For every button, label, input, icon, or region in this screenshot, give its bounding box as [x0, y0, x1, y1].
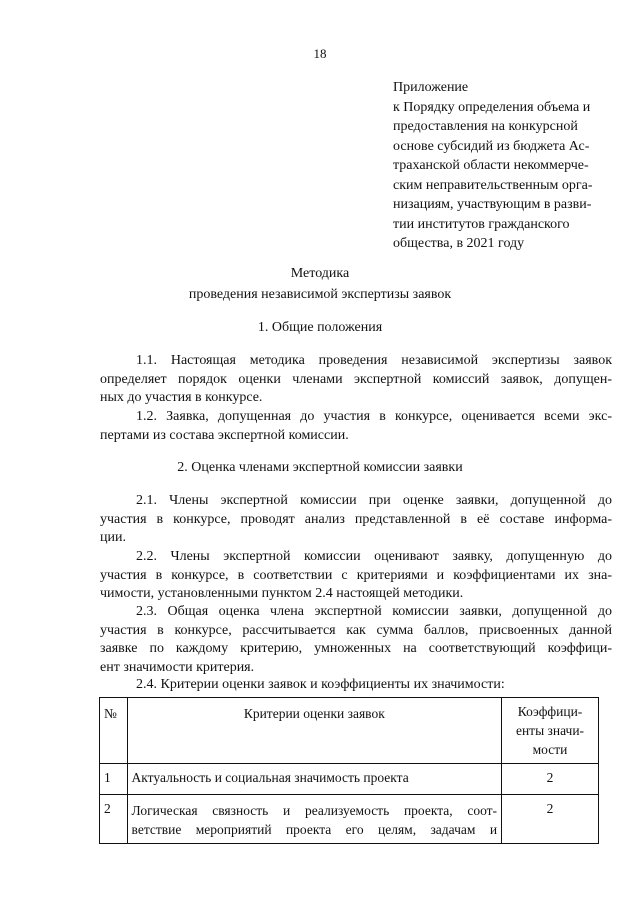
header-coef-line: мости — [532, 742, 568, 757]
row-criteria-line: ветствие мероприятий проекта его целям, задачам и — [131, 822, 498, 837]
paragraph-2-3 — [100, 603, 612, 677]
row-num: 2 — [100, 795, 128, 844]
header-criteria: Критерии оценки заявок — [127, 698, 502, 764]
paragraph-line: участия в конкурсе, рассчитывается как сумма баллов, присвоенных данной — [100, 622, 612, 638]
paragraph-line: участия в конкурсе, в соответствии с критериями и коэффициентами их зна- — [100, 567, 612, 583]
criteria-table — [99, 697, 599, 844]
appendix-line: низациям, участвующим в разви- — [393, 197, 592, 212]
paragraph-2-1 — [100, 492, 612, 548]
paragraph-line: определяет порядок оценки членами экспертной комиссий заявок, допущен- — [100, 371, 612, 387]
row-criteria — [127, 795, 502, 844]
row-coefficient: 2 — [502, 795, 599, 844]
paragraph-line: пертами из состава экспертной комиссии. — [100, 427, 349, 443]
paragraph-line: 1.2. Заявка, допущенная до участия в конкурсе, оценивается всеми экс- — [136, 409, 612, 424]
paragraph-line: 2.1. Члены экспертной комиссии при оценке заявки, допущенной до — [136, 493, 612, 508]
header-coef-line: енты значи- — [515, 723, 585, 738]
paragraph-1-2 — [100, 408, 612, 445]
page-number: 18 — [313, 46, 327, 61]
appendix-line: Приложение — [393, 80, 469, 95]
section-heading: 1. Общие положения — [257, 320, 383, 335]
paragraph-line: 2.4. Критерии оценки заявок и коэффициенты их значимости: — [136, 677, 505, 692]
row-criteria-line: Логическая связность и реализуемость проекта, соот- — [131, 803, 498, 818]
paragraph-line: ент значимости критерия. — [100, 659, 255, 675]
header-coef-line: Коэффици- — [517, 704, 583, 719]
paragraph-line: 1.1. Настоящая методика проведения независимой экспертизы заявок — [136, 353, 612, 368]
row-num: 1 — [100, 764, 128, 795]
appendix-line: общества, в 2021 году — [393, 236, 525, 251]
table-row — [100, 795, 599, 844]
appendix-line: предоставления на конкурсной — [393, 119, 578, 134]
table-row — [100, 764, 599, 795]
header-coefficient — [502, 698, 599, 764]
paragraph-line: 2.3. Общая оценка члена экспертной комиссии заявки, допущенной до — [136, 604, 612, 619]
table-header-row — [100, 698, 599, 764]
paragraph-line: чимости, установленными пунктом 2.4 настоящей методики. — [100, 586, 464, 601]
appendix-line: основе субсидий из бюджета Ас- — [393, 138, 590, 154]
paragraph-2-2 — [100, 548, 612, 604]
row-criteria — [127, 764, 502, 795]
paragraph-line: участия в конкурсе, проводят анализ представленной в её составе информа- — [100, 511, 612, 527]
appendix-line: к Порядку определения объема и — [393, 99, 591, 115]
paragraph-2-4 — [100, 676, 612, 695]
document-title: Методика — [290, 266, 350, 281]
row-coefficient: 2 — [502, 764, 599, 795]
section-heading: 2. Оценка членами экспертной комиссии заявки — [177, 460, 463, 475]
appendix-line: ским неправительственным орга- — [393, 177, 593, 193]
appendix-line: траханской области некоммерче- — [393, 158, 589, 173]
row-criteria-line: Актуальность и социальная значимость проекта — [131, 770, 409, 785]
document-subtitle: проведения независимой экспертизы заявок — [188, 287, 452, 302]
paragraph-line: ных до участия в конкурсе. — [100, 390, 263, 405]
appendix-line: тии институтов гражданского — [393, 216, 570, 232]
paragraph-1-1 — [100, 352, 612, 408]
paragraph-line: 2.2. Члены экспертной комиссии оценивают заявку, допущенную до — [136, 549, 612, 564]
header-num: № — [100, 698, 128, 764]
paragraph-line: ции. — [100, 530, 126, 545]
appendix-block — [393, 78, 623, 254]
paragraph-line: заявке по каждому критерию, умноженных на соответствующий коэффици- — [100, 641, 612, 656]
